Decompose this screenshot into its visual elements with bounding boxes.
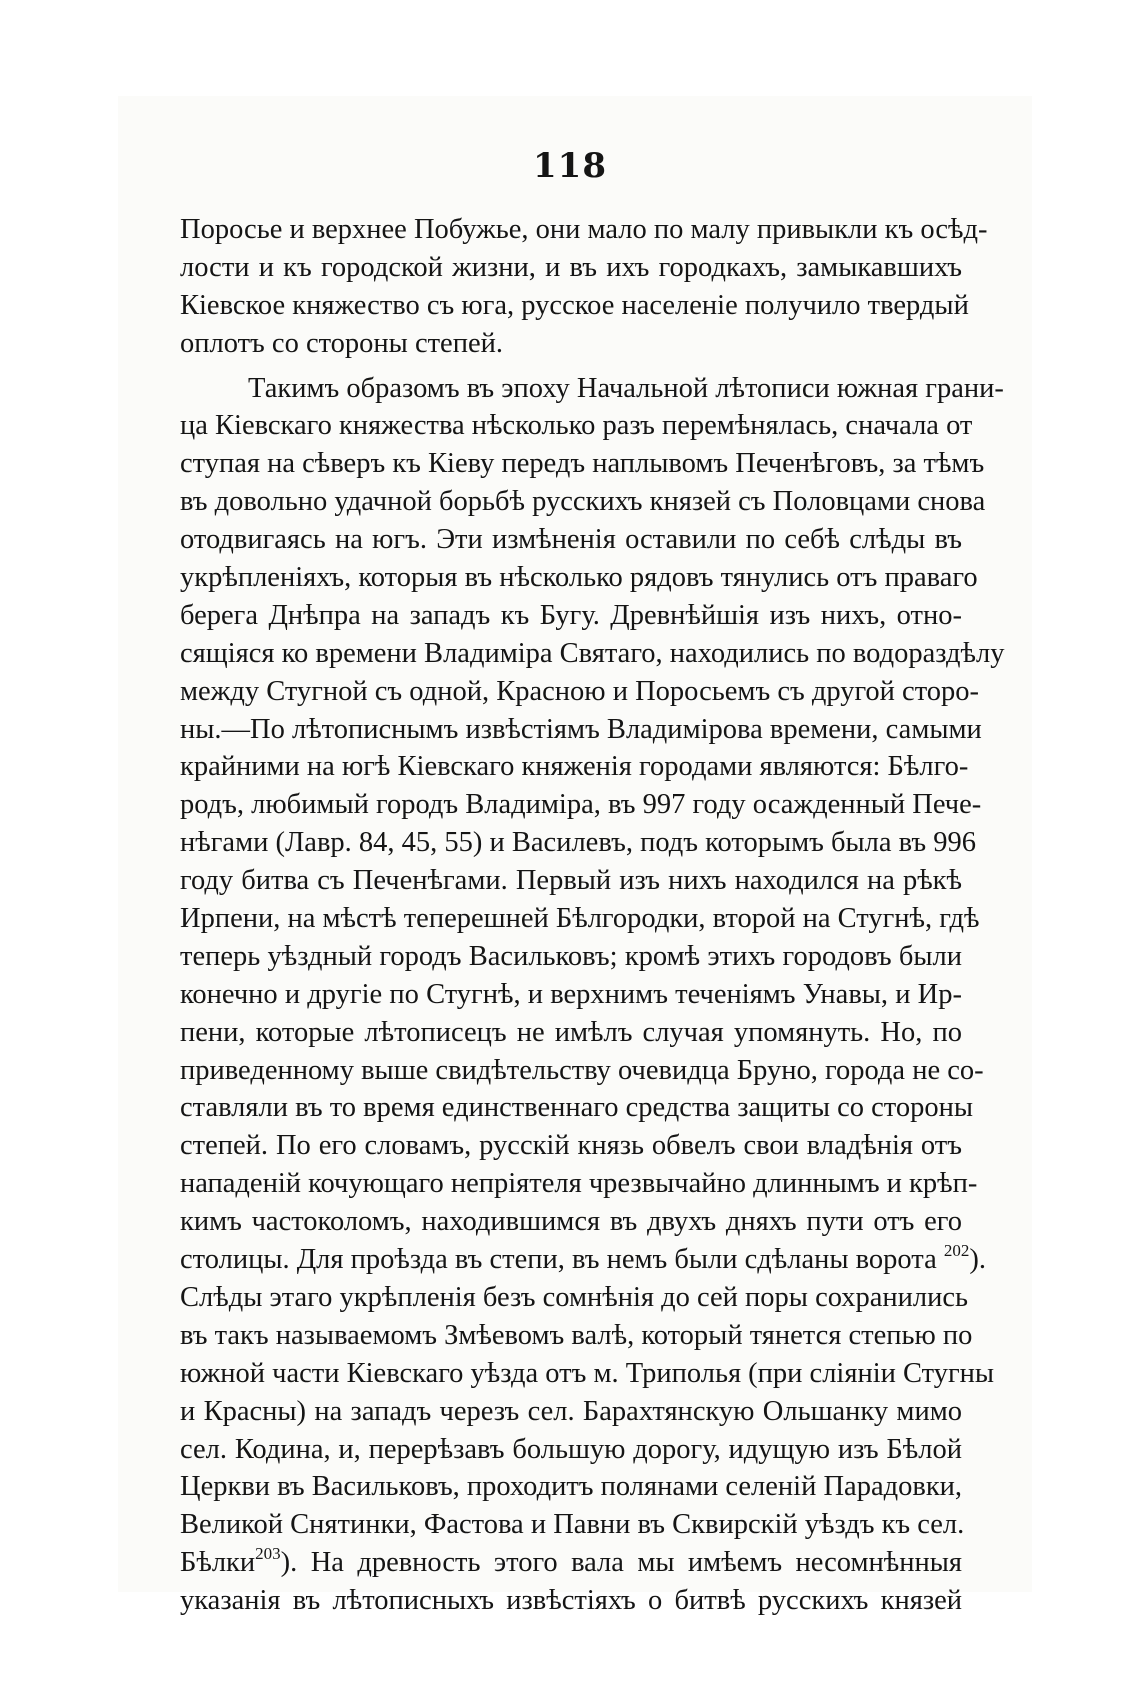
text-line: ца Кіевскаго княжества нѣсколько разъ перемѣнялась, сначала от	[180, 410, 973, 442]
text-line: въ довольно удачной борьбѣ русскихъ князей съ Половцами снова	[180, 486, 986, 518]
text-line: ставляли въ то время единственнаго средства защиты со стороны	[180, 1092, 974, 1124]
text-run: Бѣлки	[180, 1547, 256, 1579]
text-line: Кіевское княжество съ юга, русское населеніе получило твердый	[180, 289, 969, 321]
text-line: лости и къ городской жизни, и въ ихъ городкахъ, замыкавшихъ	[180, 251, 962, 283]
text-line: конечно и другіе по Стугнѣ, и верхнимъ теченіямъ Унавы, и Ир-	[180, 978, 962, 1010]
text-line: въ такъ называемомъ Змѣевомъ валѣ, который тянется степью по	[180, 1319, 973, 1351]
text-line: ступая на сѣверъ къ Кіеву передъ наплывомъ Печенѣговъ, за тѣмъ	[180, 448, 985, 480]
text-line: и Красны) на западъ черезъ сел. Барахтянскую Ольшанку мимо	[180, 1395, 962, 1427]
text-line: Слѣды этаго укрѣпленія безъ сомнѣнія до сей поры сохранились	[180, 1281, 969, 1313]
text-line: южной части Кіевскаго уѣзда отъ м. Триполья (при сліяніи Стугны	[180, 1357, 995, 1389]
paragraph-gap	[180, 363, 962, 370]
page-number: 118	[533, 146, 607, 186]
footnote-ref: 202	[943, 1241, 970, 1261]
text-line: Такимъ образомъ въ эпоху Начальной лѣтописи южная грани-	[248, 372, 1004, 404]
text-line: степей. По его словамъ, русскій князь обвелъ свои владѣнія отъ	[180, 1130, 962, 1162]
text-line: сел. Кодина, и, перерѣзавъ большую дорогу, идущую изъ Бѣлой	[180, 1433, 962, 1465]
text-line: нѣгами (Лавр. 84, 45, 55) и Василевъ, подъ которымъ была въ 996	[180, 827, 977, 859]
text-line: укрѣпленіяхъ, которыя въ нѣсколько рядовъ тянулись отъ праваго	[180, 562, 978, 594]
text-line-with-footnote: Бѣлки$^{203}$). На древность этого вала мы имѣемъ несомнѣнныя	[180, 1544, 962, 1579]
text-line: году битва съ Печенѣгами. Первый изъ нихъ находился на рѣкѣ	[180, 865, 962, 897]
text-line: отодвигаясь на югъ. Эти измѣненія оставили по себѣ слѣды въ	[180, 524, 962, 556]
text-line: Поросье и верхнее Побужье, они мало по малу привыкли къ осѣд-	[180, 214, 988, 245]
text-run: На древность этого вала мы имѣемъ несомнѣнныя	[310, 1547, 962, 1579]
text-line: пени, которые лѣтописецъ не имѣлъ случая упомянуть. Но, по	[180, 1016, 962, 1048]
text-run: столицы. Для проѣзда въ степи, въ немъ были сдѣланы ворота	[180, 1244, 937, 1276]
text-line: родъ, любимый городъ Владиміра, въ 997 году осажденный Пече-	[180, 789, 982, 821]
text-line: ны.—По лѣтописнымъ извѣстіямъ Владимірова времени, самыми	[180, 713, 982, 745]
text-line: приведенному выше свидѣтельству очевидца Бруно, города не со-	[180, 1054, 984, 1086]
text-line: сящіяся ко времени Владиміра Святаго, находились по водораздѣлу	[180, 637, 1005, 669]
text-line-with-footnote	[180, 1241, 987, 1279]
closing-punctuation: ).	[969, 1244, 987, 1276]
text-line: указанія въ лѣтописныхъ извѣстіяхъ о битвѣ русскихъ князей	[180, 1585, 962, 1617]
text-line: крайними на югѣ Кіевскаго княженія городами являются: Бѣлго-	[180, 751, 969, 783]
text-line: Церкви въ Васильковъ, проходитъ полянами селеній Парадовки,	[180, 1471, 963, 1503]
text-line: кимъ частоколомъ, находившимся въ двухъ дняхъ пути отъ его	[180, 1206, 962, 1238]
text-line: берега Днѣпра на западъ къ Бугу. Древнѣйшія изъ нихъ, отно-	[180, 599, 962, 631]
text-line: Великой Снятинки, Фастова и Павни въ Сквирскій уѣздъ къ сел.	[180, 1509, 965, 1541]
footnote-ref: 203	[255, 1544, 281, 1564]
text-line: оплотъ со стороны степей.	[180, 327, 503, 359]
text-line: нападеній кочующаго непріятеля чрезвычайно длиннымъ и крѣп-	[180, 1168, 978, 1200]
body-text	[180, 211, 1005, 1620]
text-line: теперь уѣздный городъ Васильковъ; кромѣ этихъ городовъ были	[180, 940, 962, 972]
text-line: между Стугной съ одной, Красною и Поросьемъ съ другой сторо-	[180, 675, 980, 707]
text-line: Ирпени, на мѣстѣ теперешней Бѣлгородки, второй на Стугнѣ, гдѣ	[180, 903, 980, 935]
